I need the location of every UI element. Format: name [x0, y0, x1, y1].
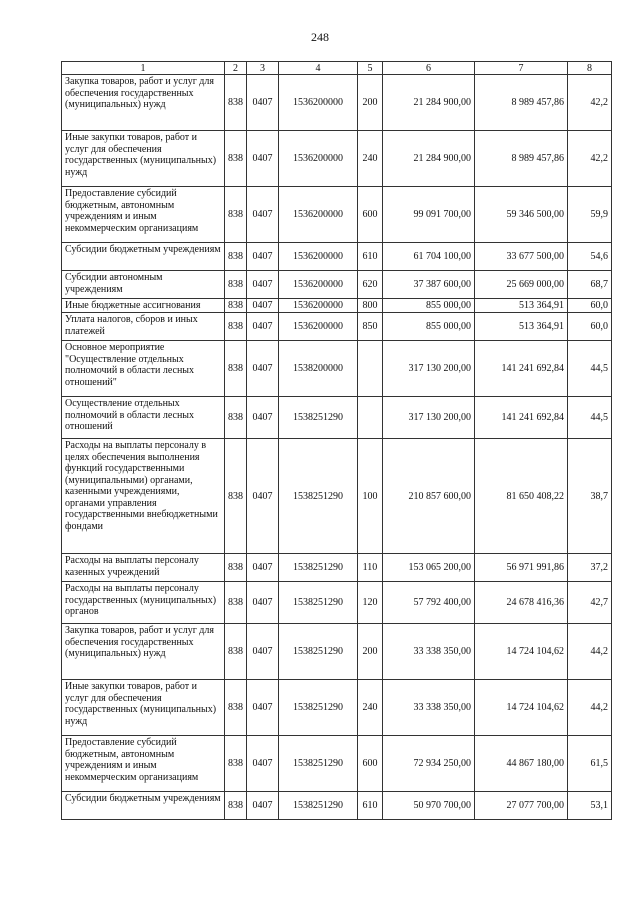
- executed-amount: 8 989 457,86: [475, 131, 568, 187]
- column-header: 4: [279, 62, 358, 75]
- planned-amount: 50 970 700,00: [383, 792, 475, 820]
- expense-type-code: 200: [358, 624, 383, 680]
- table-row: [62, 792, 612, 820]
- table-row: [62, 341, 612, 397]
- target-article-code: 1536200000: [279, 131, 358, 187]
- execution-percent: 61,5: [568, 736, 612, 792]
- ministry-code: 838: [225, 554, 247, 582]
- executed-amount: 8 989 457,86: [475, 75, 568, 131]
- section-code: 0407: [247, 299, 279, 313]
- section-code: 0407: [247, 75, 279, 131]
- executed-amount: 141 241 692,84: [475, 341, 568, 397]
- ministry-code: 838: [225, 736, 247, 792]
- executed-amount: 24 678 416,36: [475, 582, 568, 624]
- expense-type-code: 240: [358, 680, 383, 736]
- table-row: [62, 554, 612, 582]
- expense-name: Субсидии автономным учреждениям: [62, 271, 225, 299]
- table-row: [62, 299, 612, 313]
- expense-name: Предоставление субсидий бюджетным, автономным учреждениям и иным некоммерческим организациям: [62, 736, 225, 792]
- column-header: 5: [358, 62, 383, 75]
- table-row: [62, 439, 612, 554]
- expense-name: Субсидии бюджетным учреждениям: [62, 243, 225, 271]
- executed-amount: 27 077 700,00: [475, 792, 568, 820]
- execution-percent: 44,5: [568, 341, 612, 397]
- executed-amount: 25 669 000,00: [475, 271, 568, 299]
- expense-type-code: 610: [358, 792, 383, 820]
- executed-amount: 33 677 500,00: [475, 243, 568, 271]
- table-row: [62, 736, 612, 792]
- ministry-code: 838: [225, 439, 247, 554]
- target-article-code: 1538251290: [279, 736, 358, 792]
- section-code: 0407: [247, 624, 279, 680]
- planned-amount: 33 338 350,00: [383, 624, 475, 680]
- executed-amount: 513 364,91: [475, 313, 568, 341]
- executed-amount: 14 724 104,62: [475, 624, 568, 680]
- expense-type-code: 600: [358, 187, 383, 243]
- expense-type-code: 240: [358, 131, 383, 187]
- expense-type-code: [358, 397, 383, 439]
- expense-type-code: 120: [358, 582, 383, 624]
- executed-amount: 14 724 104,62: [475, 680, 568, 736]
- ministry-code: 838: [225, 397, 247, 439]
- table-row: [62, 680, 612, 736]
- expense-name: Расходы на выплаты персоналу в целях обеспечения выполнения функций государственными (муниципальными) органами, казенными учреждениями, органами управления государственными внебюджетными фондами: [62, 439, 225, 554]
- ministry-code: 838: [225, 299, 247, 313]
- section-code: 0407: [247, 439, 279, 554]
- planned-amount: 99 091 700,00: [383, 187, 475, 243]
- expense-type-code: 610: [358, 243, 383, 271]
- table-row: [62, 624, 612, 680]
- ministry-code: 838: [225, 680, 247, 736]
- planned-amount: 33 338 350,00: [383, 680, 475, 736]
- section-code: 0407: [247, 582, 279, 624]
- target-article-code: 1536200000: [279, 313, 358, 341]
- section-code: 0407: [247, 341, 279, 397]
- section-code: 0407: [247, 736, 279, 792]
- column-header: 3: [247, 62, 279, 75]
- target-article-code: 1538251290: [279, 554, 358, 582]
- executed-amount: 56 971 991,86: [475, 554, 568, 582]
- table-row: [62, 271, 612, 299]
- ministry-code: 838: [225, 243, 247, 271]
- table-row: [62, 397, 612, 439]
- execution-percent: 68,7: [568, 271, 612, 299]
- planned-amount: 72 934 250,00: [383, 736, 475, 792]
- budget-table: [61, 61, 612, 820]
- expense-name: Закупка товаров, работ и услуг для обеспечения государственных (муниципальных) нужд: [62, 75, 225, 131]
- execution-percent: 37,2: [568, 554, 612, 582]
- section-code: 0407: [247, 397, 279, 439]
- column-header: 2: [225, 62, 247, 75]
- column-header: 6: [383, 62, 475, 75]
- ministry-code: 838: [225, 582, 247, 624]
- execution-percent: 42,2: [568, 75, 612, 131]
- execution-percent: 54,6: [568, 243, 612, 271]
- target-article-code: 1538251290: [279, 439, 358, 554]
- page-number: 248: [311, 30, 329, 44]
- execution-percent: 60,0: [568, 299, 612, 313]
- execution-percent: 44,2: [568, 624, 612, 680]
- expense-name: Иные закупки товаров, работ и услуг для обеспечения государственных (муниципальных) нужд: [62, 131, 225, 187]
- planned-amount: 21 284 900,00: [383, 75, 475, 131]
- expense-type-code: [358, 341, 383, 397]
- expense-name: Осуществление отдельных полномочий в области лесных отношений: [62, 397, 225, 439]
- target-article-code: 1538251290: [279, 680, 358, 736]
- executed-amount: 59 346 500,00: [475, 187, 568, 243]
- target-article-code: 1536200000: [279, 299, 358, 313]
- section-code: 0407: [247, 271, 279, 299]
- planned-amount: 21 284 900,00: [383, 131, 475, 187]
- executed-amount: 141 241 692,84: [475, 397, 568, 439]
- ministry-code: 838: [225, 792, 247, 820]
- planned-amount: 317 130 200,00: [383, 341, 475, 397]
- table-row: [62, 131, 612, 187]
- expense-type-code: 110: [358, 554, 383, 582]
- ministry-code: 838: [225, 75, 247, 131]
- target-article-code: 1536200000: [279, 187, 358, 243]
- expense-name: Основное мероприятие "Осуществление отдельных полномочий в области лесных отношений": [62, 341, 225, 397]
- target-article-code: 1536200000: [279, 271, 358, 299]
- planned-amount: 317 130 200,00: [383, 397, 475, 439]
- section-code: 0407: [247, 680, 279, 736]
- expense-name: Закупка товаров, работ и услуг для обеспечения государственных (муниципальных) нужд: [62, 624, 225, 680]
- target-article-code: 1536200000: [279, 243, 358, 271]
- execution-percent: 38,7: [568, 439, 612, 554]
- target-article-code: 1538251290: [279, 792, 358, 820]
- ministry-code: 838: [225, 313, 247, 341]
- expense-name: Расходы на выплаты персоналу казенных учреждений: [62, 554, 225, 582]
- expense-type-code: 100: [358, 439, 383, 554]
- section-code: 0407: [247, 243, 279, 271]
- expense-type-code: 850: [358, 313, 383, 341]
- table-row: [62, 582, 612, 624]
- target-article-code: 1536200000: [279, 75, 358, 131]
- expense-name: Иные закупки товаров, работ и услуг для обеспечения государственных (муниципальных) нужд: [62, 680, 225, 736]
- column-header: 8: [568, 62, 612, 75]
- expense-name: Субсидии бюджетным учреждениям: [62, 792, 225, 820]
- column-header: 1: [62, 62, 225, 75]
- planned-amount: 57 792 400,00: [383, 582, 475, 624]
- execution-percent: 42,2: [568, 131, 612, 187]
- executed-amount: 44 867 180,00: [475, 736, 568, 792]
- execution-percent: 60,0: [568, 313, 612, 341]
- ministry-code: 838: [225, 624, 247, 680]
- expense-type-code: 800: [358, 299, 383, 313]
- planned-amount: 855 000,00: [383, 313, 475, 341]
- section-code: 0407: [247, 554, 279, 582]
- section-code: 0407: [247, 792, 279, 820]
- planned-amount: 37 387 600,00: [383, 271, 475, 299]
- executed-amount: 81 650 408,22: [475, 439, 568, 554]
- expense-name: Расходы на выплаты персоналу государственных (муниципальных) органов: [62, 582, 225, 624]
- column-header: 7: [475, 62, 568, 75]
- target-article-code: 1538251290: [279, 397, 358, 439]
- expense-type-code: 620: [358, 271, 383, 299]
- ministry-code: 838: [225, 271, 247, 299]
- execution-percent: 53,1: [568, 792, 612, 820]
- ministry-code: 838: [225, 131, 247, 187]
- expense-name: Уплата налогов, сборов и иных платежей: [62, 313, 225, 341]
- expense-type-code: 200: [358, 75, 383, 131]
- expense-name: Предоставление субсидий бюджетным, автономным учреждениям и иным некоммерческим организациям: [62, 187, 225, 243]
- execution-percent: 42,7: [568, 582, 612, 624]
- section-code: 0407: [247, 131, 279, 187]
- ministry-code: 838: [225, 187, 247, 243]
- execution-percent: 44,2: [568, 680, 612, 736]
- target-article-code: 1538251290: [279, 624, 358, 680]
- ministry-code: 838: [225, 341, 247, 397]
- section-code: 0407: [247, 313, 279, 341]
- planned-amount: 153 065 200,00: [383, 554, 475, 582]
- target-article-code: 1538200000: [279, 341, 358, 397]
- target-article-code: 1538251290: [279, 582, 358, 624]
- table-row: [62, 75, 612, 131]
- expense-name: Иные бюджетные ассигнования: [62, 299, 225, 313]
- executed-amount: 513 364,91: [475, 299, 568, 313]
- execution-percent: 44,5: [568, 397, 612, 439]
- table-row: [62, 243, 612, 271]
- table-row: [62, 187, 612, 243]
- execution-percent: 59,9: [568, 187, 612, 243]
- section-code: 0407: [247, 187, 279, 243]
- planned-amount: 210 857 600,00: [383, 439, 475, 554]
- planned-amount: 855 000,00: [383, 299, 475, 313]
- planned-amount: 61 704 100,00: [383, 243, 475, 271]
- table-row: [62, 313, 612, 341]
- table-header-row: [62, 62, 612, 75]
- expense-type-code: 600: [358, 736, 383, 792]
